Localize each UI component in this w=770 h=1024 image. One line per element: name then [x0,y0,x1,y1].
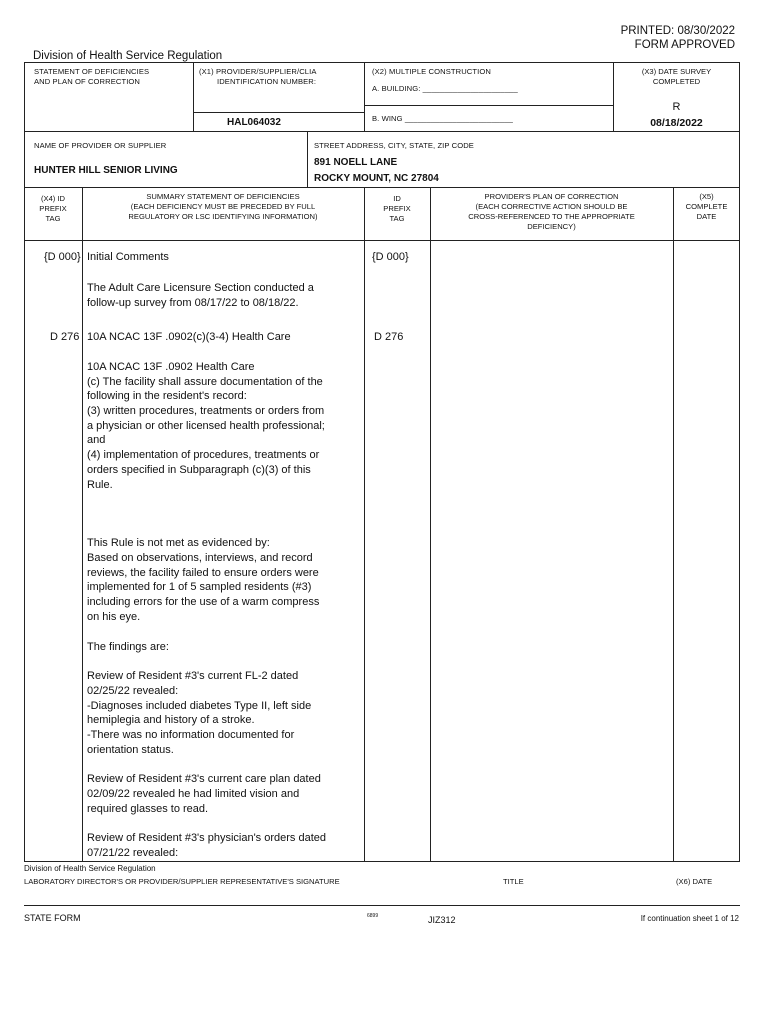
divider [193,112,364,113]
deficiency-line: Review of Resident #3's current care plan dated [87,773,321,785]
x3-label-line: COMPLETED [652,77,701,86]
deficiency-line: follow-up survey from 08/17/22 to 08/18/22. [87,297,299,309]
x4-header [24,194,82,224]
statement-label-line: AND PLAN OF CORRECTION [34,77,140,86]
deficiency-line: (c) The facility shall assure documentation of the [87,376,323,388]
footer-rule [24,905,740,906]
form-approved: FORM APPROVED [634,39,735,51]
plan-header-line: PROVIDER'S PLAN OF CORRECTION [484,192,619,201]
deficiency-line: following in the resident's record: [87,390,247,402]
tag-d276: D 276 [50,331,80,343]
deficiency-line: implemented for 1 of 5 sampled residents (#3) [87,581,312,593]
wing-field: B. WING _________________________ [372,114,513,123]
summary-header-line: SUMMARY STATEMENT OF DEFICIENCIES [146,192,300,201]
deficiency-line: a physician or other licensed health professional; [87,420,325,432]
division-title: Division of Health Service Regulation [33,50,223,62]
footer-division: Division of Health Service Regulation [24,864,156,873]
divider [364,62,365,132]
id-header [364,194,430,224]
x1-label-line: (X1) PROVIDER/SUPPLIER/CLIA [199,67,317,76]
deficiency-line: reviews, the facility failed to ensure orders were [87,567,319,579]
plan-header-line: (EACH CORRECTIVE ACTION SHOULD BE [475,202,628,211]
deficiency-line: 02/09/22 revealed he had limited vision and [87,788,300,800]
x6-date-label: (X6) DATE [676,877,713,886]
deficiency-line: including errors for the use of a warm compress [87,596,320,608]
x3-label-line: (X3) DATE SURVEY [641,67,712,76]
provider-name: HUNTER HILL SENIOR LIVING [34,165,178,176]
deficiency-line: orders specified in Subparagraph (c)(3) of this [87,464,311,476]
id-tag-d276: D 276 [374,331,404,343]
deficiency-line: Rule. [87,479,113,491]
tag-d000: {D 000} [44,251,81,263]
x5-header-line: DATE [696,212,717,221]
address-street: 891 NOELL LANE [314,157,398,168]
deficiency-line: 10A NCAC 13F .0902(c)(3-4) Health Care [87,331,291,343]
id-tag-d000: {D 000} [372,251,409,263]
deficiency-line: hemiplegia and history of a stroke. [87,714,255,726]
x1-label [199,67,316,87]
divider [364,187,365,862]
deficiency-line: 07/21/22 revealed: [87,847,179,859]
address-city: ROCKY MOUNT, NC 27804 [314,173,439,184]
x2-label: (X2) MULTIPLE CONSTRUCTION [372,67,491,76]
divider [307,131,308,188]
x5-header [673,192,740,222]
summary-header-line: REGULATORY OR LSC IDENTIFYING INFORMATION) [128,212,318,221]
statement-label-line: STATEMENT OF DEFICIENCIES [34,67,150,76]
deficiency-line: orientation status. [87,744,174,756]
divider [24,240,740,241]
summary-header [82,192,364,222]
deficiency-line: (4) implementation of procedures, treatments or [87,449,320,461]
title-label: TITLE [503,877,524,886]
deficiency-line: The Adult Care Licensure Section conducted a [87,282,314,294]
plan-header [430,192,673,232]
deficiency-line: required glasses to read. [87,803,209,815]
survey-code: R [672,101,681,113]
deficiency-line: Based on observations, interviews, and record [87,552,313,564]
deficiency-line: 02/25/22 revealed: [87,685,179,697]
deficiency-line: The findings are: [87,641,169,653]
deficiency-line: -Diagnoses included diabetes Type II, left side [87,700,312,712]
plan-header-line: DEFICIENCY) [527,222,576,231]
divider [193,62,194,132]
summary-header-line: (EACH DEFICIENCY MUST BE PRECEDED BY FULL [130,202,316,211]
building-field: A. BUILDING: ______________________ [372,84,518,93]
continuation-label: If continuation sheet 1 of 12 [640,914,739,923]
divider [430,187,431,862]
statement-label [34,67,149,87]
deficiency-line: on his eye. [87,611,141,623]
x4-header-line: (X4) ID [40,194,66,203]
form-code-small: 6899 [367,913,379,919]
plan-header-line: CROSS-REFERENCED TO THE APPROPRIATE [468,212,635,221]
deficiency-line: Initial Comments [87,251,169,263]
deficiency-line: -There was no information documented for [87,729,295,741]
printed-date: PRINTED: 08/30/2022 [620,25,735,37]
deficiency-line: (3) written procedures, treatments or orders from [87,405,325,417]
provider-name-label: NAME OF PROVIDER OR SUPPLIER [34,141,167,150]
x4-header-line: PREFIX [39,204,67,213]
x3-label [613,67,740,87]
form-code: JIZ312 [428,915,456,925]
x5-header-line: (X5) [699,192,714,201]
x5-header-line: COMPLETE [685,202,728,211]
print-info [621,24,735,52]
x1-label-line: IDENTIFICATION NUMBER: [217,77,317,86]
state-form-label: STATE FORM [24,913,81,923]
divider [673,187,674,862]
divider [82,187,83,862]
id-header-line: ID [393,194,401,203]
divider [364,105,613,106]
address-label: STREET ADDRESS, CITY, STATE, ZIP CODE [314,141,474,150]
provider-id: HAL064032 [227,117,281,128]
x4-header-line: TAG [45,214,61,223]
id-header-line: TAG [389,214,405,223]
deficiency-line: Review of Resident #3's physician's orders dated [87,832,326,844]
survey-date: 08/18/2022 [650,117,703,129]
deficiency-line: This Rule is not met as evidenced by: [87,537,270,549]
signature-label: LABORATORY DIRECTOR'S OR PROVIDER/SUPPLIER REPRESENTATIVE'S SIGNATURE [24,877,340,886]
id-header-line: PREFIX [383,204,411,213]
deficiency-line: 10A NCAC 13F .0902 Health Care [87,361,255,373]
deficiency-line: Review of Resident #3's current FL-2 dated [87,670,299,682]
deficiency-line: and [87,434,106,446]
